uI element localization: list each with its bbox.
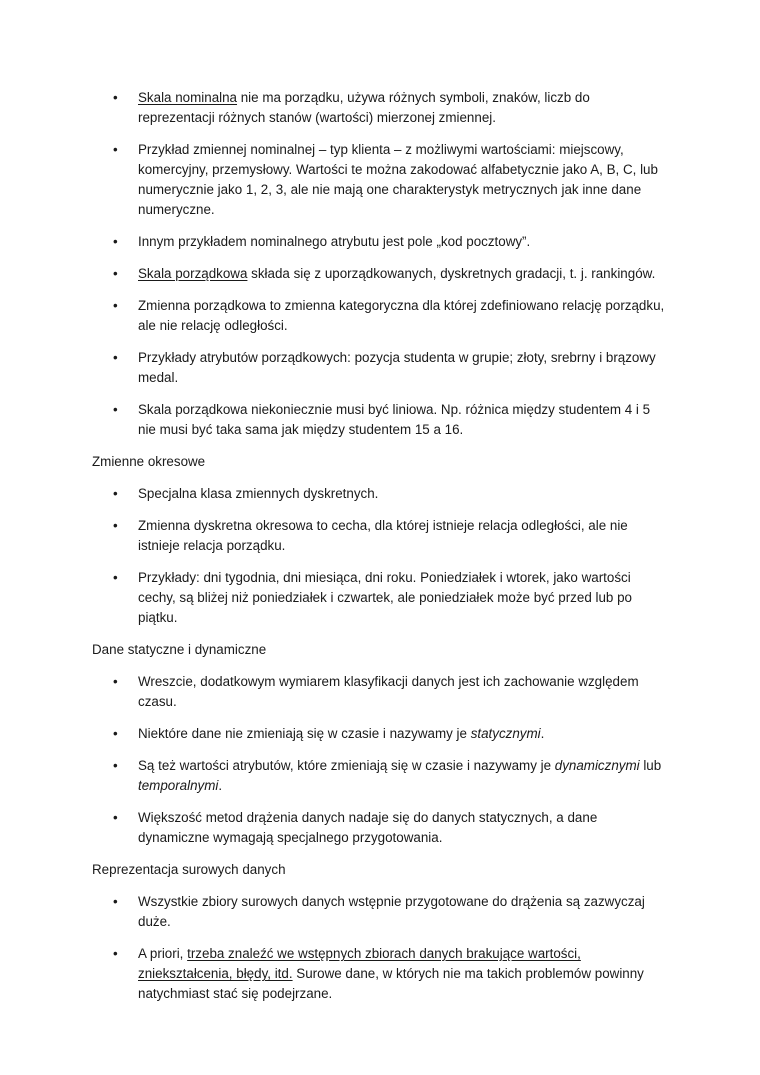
list-item: [92, 756, 668, 796]
list-item: [92, 264, 668, 284]
text-run: lub: [639, 758, 662, 773]
bullet-icon: •: [113, 518, 118, 533]
bullet-icon: •: [113, 946, 118, 961]
text-run: nie ma porządku, używa różnych symboli, znaków, liczb do reprezentacji różnych stanów (wartości) mierzonej zmiennej.: [138, 90, 590, 125]
section-heading: Dane statyczne i dynamiczne: [92, 642, 267, 657]
document-content: [92, 88, 668, 1004]
text-run: Surowe dane, w których nie ma takich problemów powinny natychmiast stać się podejrzane.: [138, 966, 644, 1001]
bullet-icon: •: [113, 90, 118, 105]
text-run: Zmienna dyskretna okresowa to cecha, dla której istnieje relacja odległości, ale nie istnieje relacja porządku.: [138, 518, 628, 553]
text-run: .: [540, 726, 545, 741]
section-1: [92, 452, 668, 628]
list-item: [92, 296, 668, 336]
list-item: [92, 400, 668, 440]
text-run: składa się z uporządkowanych, dyskretnych gradacji, t. j. rankingów.: [247, 266, 656, 281]
text-run: .: [218, 778, 223, 793]
bullet-list: [92, 672, 668, 848]
bullet-icon: •: [113, 402, 118, 417]
bullet-icon: •: [113, 570, 118, 585]
text-run: Przykłady: dni tygodnia, dni miesiąca, dni roku. Poniedziałek i wtorek, jako wartości cechy, są bliżej niż poniedziałek i czwartek, ale poniedziałek może być przed lub po piątku.: [138, 570, 632, 625]
text-run: Większość metod drążenia danych nadaje się do danych statycznych, a dane dynamiczne wymagają specjalnego przygotowania.: [138, 810, 598, 845]
text-run: Specjalna klasa zmiennych dyskretnych.: [138, 486, 379, 501]
text-run: A priori,: [138, 946, 188, 961]
bullet-list: [92, 892, 668, 1004]
list-item: [92, 516, 668, 556]
text-run: trzeba znaleźć we wstępnych zbiorach danych brakujące wartości, zniekształcenia, błędy, itd.: [138, 946, 581, 981]
text-run: Skala porządkowa niekoniecznie musi być liniowa. Np. różnica między studentem 4 i 5 nie musi być taka sama jak między studentem 15 a 16.: [138, 402, 651, 437]
text-run: Są też wartości atrybutów, które zmieniają się w czasie i nazywamy je: [138, 758, 555, 773]
bullet-icon: •: [113, 810, 118, 825]
bullet-icon: •: [113, 234, 118, 249]
bullet-icon: •: [113, 350, 118, 365]
list-item: [92, 724, 668, 744]
text-run: Innym przykładem nominalnego atrybutu jest pole „kod pocztowy”.: [138, 234, 531, 249]
section-heading: Reprezentacja surowych danych: [92, 862, 286, 877]
bullet-icon: •: [113, 266, 118, 281]
bullet-icon: •: [113, 298, 118, 313]
bullet-list: [92, 484, 668, 628]
section-heading: Zmienne okresowe: [92, 454, 206, 469]
bullet-list: [92, 88, 668, 440]
section-2: [92, 640, 668, 848]
text-run: Zmienna porządkowa to zmienna kategoryczna dla której zdefiniowano relację porządku, ale nie relację odległości.: [138, 298, 665, 333]
list-item: [92, 808, 668, 848]
text-run: Skala porządkowa: [138, 266, 248, 281]
list-item: [92, 88, 668, 128]
list-item: [92, 140, 668, 220]
list-item: [92, 672, 668, 712]
section-3: [92, 860, 668, 1004]
text-run: Przykład zmiennej nominalnej – typ klienta – z możliwymi wartościami: miejscowy, komercyjny, przemysłowy. Wartości te można zakodować alfabetycznie jako A, B, C, lub numerycznie jako 1, 2, 3, ale nie mają one charakterystyk metrycznych jak inne dane numeryczne.: [138, 142, 658, 217]
bullet-icon: •: [113, 726, 118, 741]
list-item: [92, 568, 668, 628]
text-run: dynamicznymi: [554, 758, 640, 773]
list-item: [92, 892, 668, 932]
text-run: Skala nominalna: [138, 90, 238, 105]
bullet-icon: •: [113, 486, 118, 501]
text-run: Niektóre dane nie zmieniają się w czasie i nazywamy je: [138, 726, 471, 741]
text-run: statycznymi: [470, 726, 541, 741]
bullet-icon: •: [113, 674, 118, 689]
list-item: [92, 944, 668, 1004]
list-item: [92, 348, 668, 388]
bullet-icon: •: [113, 758, 118, 773]
bullet-icon: •: [113, 894, 118, 909]
list-item: [92, 232, 668, 252]
bullet-icon: •: [113, 142, 118, 157]
list-item: [92, 484, 668, 504]
section-0: [92, 88, 668, 440]
text-run: Wreszcie, dodatkowym wymiarem klasyfikacji danych jest ich zachowanie względem czasu.: [138, 674, 639, 709]
text-run: Wszystkie zbiory surowych danych wstępnie przygotowane do drążenia są zazwyczaj duże.: [138, 894, 645, 929]
text-run: temporalnymi: [138, 778, 219, 793]
text-run: Przykłady atrybutów porządkowych: pozycja studenta w grupie; złoty, srebrny i brązowy medal.: [138, 350, 656, 385]
